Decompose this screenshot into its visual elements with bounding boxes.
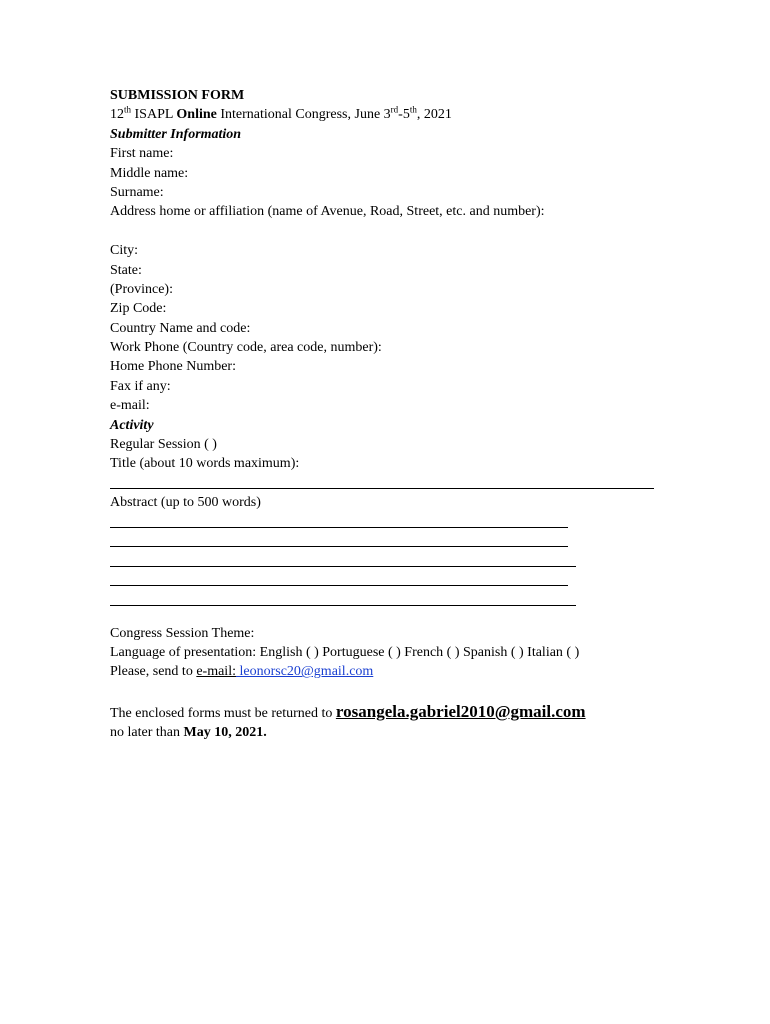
- address-field: Address home or affiliation (name of Avenue, Road, Street, etc. and number):: [110, 204, 545, 220]
- return-line: [110, 701, 710, 723]
- abstract-line: [110, 590, 710, 609]
- congress-sup-rd: rd: [390, 104, 399, 115]
- spacer: [110, 222, 710, 241]
- work-phone-field: Work Phone (Country code, area code, number):: [110, 340, 382, 356]
- congress-isapl: ISAPL: [131, 107, 177, 123]
- return-prefix: The enclosed forms must be returned to: [110, 706, 336, 722]
- abstract-line: [110, 571, 710, 590]
- deadline-line: [110, 723, 710, 742]
- spacer: [110, 682, 710, 701]
- country-field: Country Name and code:: [110, 320, 251, 336]
- title-underline: [110, 474, 710, 493]
- province-field: (Province):: [110, 281, 173, 297]
- home-phone-field: Home Phone Number:: [110, 359, 236, 375]
- congress-online: Online: [176, 107, 217, 123]
- first-name-field: First name:: [110, 146, 174, 162]
- send-to-email-link[interactable]: leonorsc20@gmail.com: [235, 664, 374, 680]
- title-field: Title (about 10 words maximum):: [110, 456, 300, 472]
- form-title: SUBMISSION FORM: [110, 88, 245, 103]
- state-field: State:: [110, 262, 142, 278]
- send-to-label: e-mail:: [196, 664, 236, 680]
- spacer: [110, 610, 710, 624]
- congress-year: , 2021: [416, 107, 452, 123]
- submitter-heading: Submitter Information: [110, 126, 242, 142]
- send-to-prefix: Please, send to: [110, 664, 197, 680]
- regular-session-option: Regular Session ( ): [110, 437, 217, 453]
- congress-sup-th: th: [409, 104, 417, 115]
- language-field: Language of presentation: English ( ) Portuguese ( ) French ( ) Spanish ( ) Italian ( ): [110, 644, 580, 660]
- congress-rest: International Congress, June 3: [216, 107, 391, 123]
- deadline-date: May 10, 2021.: [183, 725, 267, 741]
- congress-number-suffix: th: [124, 104, 132, 115]
- middle-name-field: Middle name:: [110, 165, 189, 181]
- abstract-line: [110, 551, 710, 570]
- abstract-line: [110, 532, 710, 551]
- form-body: [110, 86, 710, 743]
- activity-heading: Activity: [110, 417, 154, 433]
- email-field: e-mail:: [110, 398, 150, 414]
- abstract-field: Abstract (up to 500 words): [110, 495, 261, 511]
- congress-number: 12: [110, 107, 124, 123]
- zip-field: Zip Code:: [110, 301, 167, 317]
- fax-field: Fax if any:: [110, 378, 171, 394]
- surname-field: Surname:: [110, 184, 164, 200]
- city-field: City:: [110, 243, 139, 259]
- send-to-line: [110, 662, 710, 681]
- return-email-link[interactable]: rosangela.gabriel2010@gmail.com: [335, 702, 586, 722]
- congress-line: [110, 105, 710, 124]
- abstract-line: [110, 513, 710, 532]
- congress-dash: -5: [398, 107, 410, 123]
- deadline-prefix: no later than: [110, 725, 184, 741]
- session-theme-field: Congress Session Theme:: [110, 625, 255, 641]
